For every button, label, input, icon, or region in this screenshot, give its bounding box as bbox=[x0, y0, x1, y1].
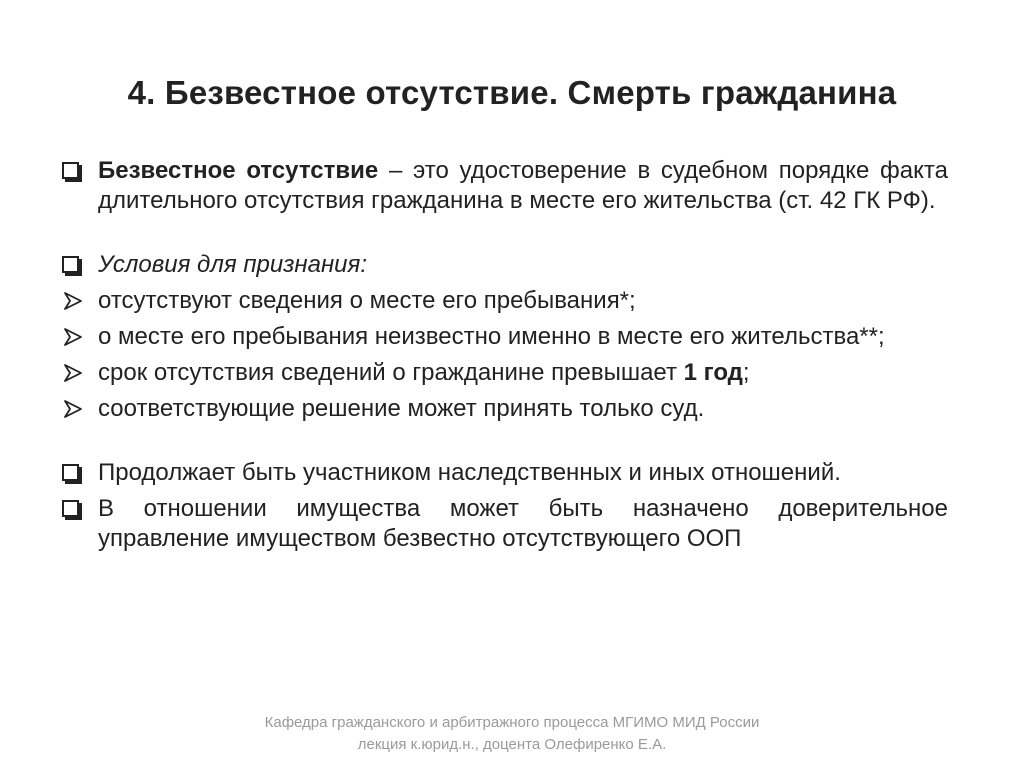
arrow-bullet-icon bbox=[62, 397, 86, 421]
footer-line-department: Кафедра гражданского и арбитражного процесса МГИМО МИД России bbox=[264, 714, 760, 731]
note-item bbox=[62, 494, 948, 554]
slide-title: 4. Безвестное отсутствие. Смерть гражданина bbox=[127, 74, 897, 111]
condition-item bbox=[62, 394, 948, 424]
arrow-bullet-icon bbox=[62, 289, 86, 313]
condition-text: о месте его пребывания неизвестно именно в месте его жительства**; bbox=[98, 323, 885, 350]
footer-line-lecturer: лекция к.юрид.н., доцента Олефиренко Е.А. bbox=[357, 736, 667, 753]
condition-text: отсутствуют сведения о месте его пребывания*; bbox=[98, 287, 636, 314]
conditions-heading-item bbox=[62, 250, 948, 280]
checkbox-bullet-icon bbox=[62, 500, 79, 517]
conditions-heading: Условия для признания: bbox=[98, 251, 368, 278]
slide-content bbox=[62, 156, 948, 554]
condition-text: срок отсутствия сведений о гражданине превышает bbox=[98, 359, 684, 386]
note-text: Продолжает быть участником наследственных и иных отношений. bbox=[98, 459, 841, 486]
note-text: В отношении имущества может быть назначено доверительное управление имуществом безвестно отсутствующего ООП bbox=[98, 495, 948, 552]
arrow-bullet-icon bbox=[62, 361, 86, 385]
condition-item bbox=[62, 286, 948, 316]
condition-duration: 1 год bbox=[683, 359, 743, 386]
condition-item bbox=[62, 358, 948, 388]
condition-item bbox=[62, 322, 948, 352]
condition-text: соответствующие решение может принять только суд. bbox=[98, 395, 705, 422]
definition-term: Безвестное отсутствие bbox=[98, 157, 379, 184]
checkbox-bullet-icon bbox=[62, 464, 79, 481]
slide-footer bbox=[0, 712, 1024, 756]
note-item bbox=[62, 458, 948, 488]
arrow-bullet-icon bbox=[62, 325, 86, 349]
definition-text: – это удостоверение в судебном порядке факта длительного отсутствия гражданина в месте его жительства (ст. 42 ГК РФ). bbox=[98, 157, 948, 214]
condition-text-end: ; bbox=[742, 359, 750, 386]
definition-item bbox=[62, 156, 948, 216]
checkbox-bullet-icon bbox=[62, 162, 79, 179]
checkbox-bullet-icon bbox=[62, 256, 79, 273]
